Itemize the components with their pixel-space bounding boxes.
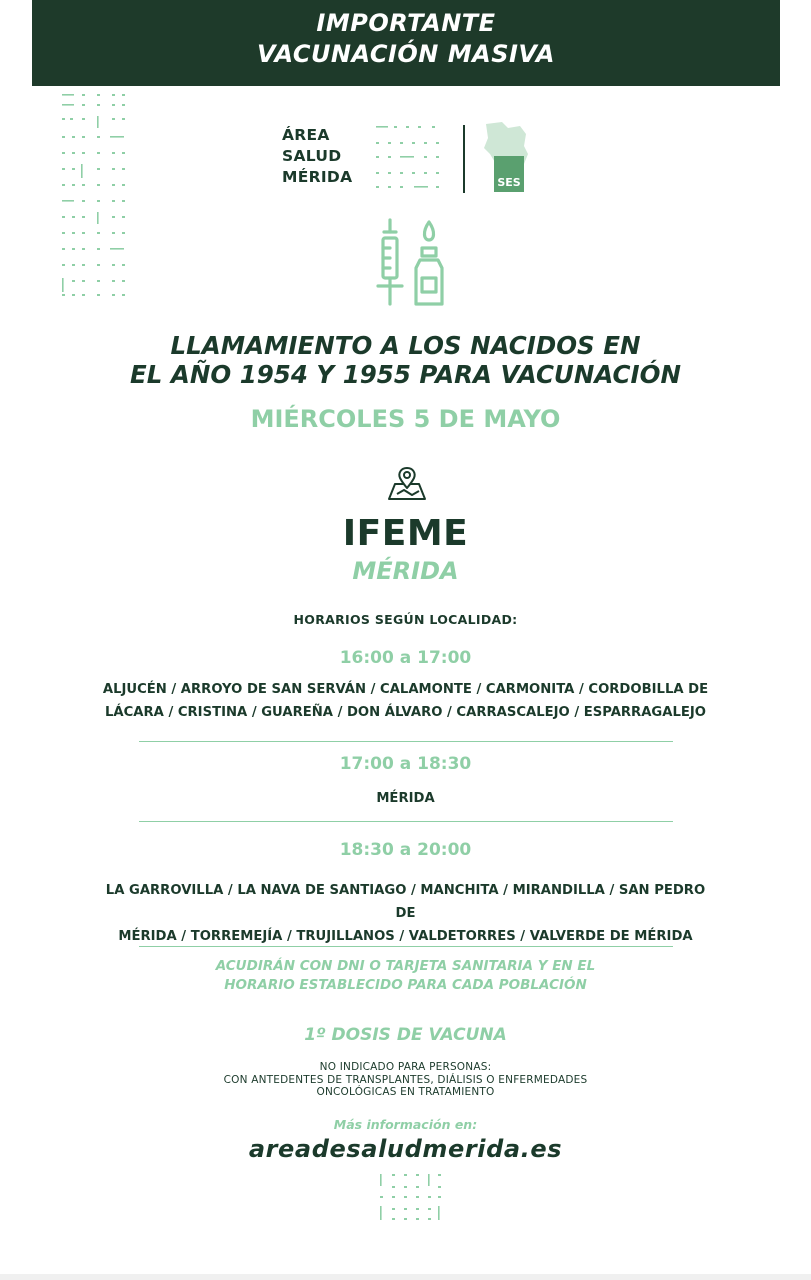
area-salud-logo [282,125,352,188]
logo-dot-grid [376,124,444,192]
syringe-vial-icon [370,218,450,308]
requirements-line2: HORARIO ESTABLECIDO PARA CADA POBLACIÓN [224,977,587,993]
map-pin-icon [386,464,428,502]
logo-line-3: MÉRIDA [282,168,353,186]
divider [139,741,673,742]
main-title-line2: EL AÑO 1954 Y 1955 PARA VACUNACIÓN [130,360,681,389]
venue-name: IFEME [342,513,469,554]
requirements-note [0,957,811,995]
logo-line-2: SALUD [282,147,342,165]
more-info-label: Más información en: [333,1117,478,1132]
decorative-dot-grid-bottom [378,1172,442,1222]
warning-line3: ONCOLÓGICAS EN TRATAMIENTO [316,1086,495,1098]
slot-1-towns-line2: LÁCARA / CRISTINA / GUAREÑA / DON ÁLVARO / CARRASCALEJO / ESPARRAGALEJO [105,705,706,720]
header-title-line1: IMPORTANTE [316,9,496,37]
logo-separator [463,125,465,193]
slot-3-towns-line2: MÉRIDA / TORREMEJÍA / TRUJILLANOS / VALDETORRES / VALVERDE DE MÉRIDA [118,929,693,944]
warning-line1: NO INDICADO PARA PERSONAS: [319,1061,492,1073]
venue-city: MÉRIDA [352,557,459,585]
logo-line-1: ÁREA [282,126,330,144]
slot-2-towns-line1: MÉRIDA [376,791,435,806]
slot-3-towns [100,879,711,948]
slot-1-time: 16:00 a 17:00 [339,648,472,668]
header-title-line2: VACUNACIÓN MASIVA [257,40,555,68]
event-date: MIÉRCOLES 5 DE MAYO [250,405,561,433]
bottom-edge [0,1274,811,1280]
warning-note [0,1061,811,1099]
slot-3-time: 18:30 a 20:00 [339,840,472,860]
slot-2-towns [100,787,711,810]
schedule-heading: HORARIOS SEGÚN LOCALIDAD: [293,612,518,627]
ses-logo-icon [480,120,532,194]
slot-1-towns-line1: ALJUCÉN / ARROYO DE SAN SERVÁN / CALAMONTE / CARMONITA / CORDOBILLA DE [102,682,709,697]
slot-3-towns-line1: LA GARROVILLA / LA NAVA DE SANTIAGO / MANCHITA / MIRANDILLA / SAN PEDRO DE [105,883,706,921]
divider [139,821,673,822]
divider [139,946,673,947]
slot-1-towns [100,678,711,724]
website-link[interactable]: areadesaludmerida.es [248,1135,563,1163]
dose-label: 1º DOSIS DE VACUNA [304,1025,507,1045]
header-banner [32,0,780,86]
requirements-line1: ACUDIRÁN CON DNI O TARJETA SANITARIA Y EN EL [215,958,596,974]
slot-2-time: 17:00 a 18:30 [339,754,472,774]
ses-logo-text: SES [497,176,521,189]
warning-line2: CON ANTEDENTES DE TRANSPLANTES, DIÁLISIS O ENFERMEDADES [223,1073,588,1086]
main-title-line1: LLAMAMIENTO A LOS NACIDOS EN [170,331,641,360]
decorative-dot-grid-left [60,92,126,298]
